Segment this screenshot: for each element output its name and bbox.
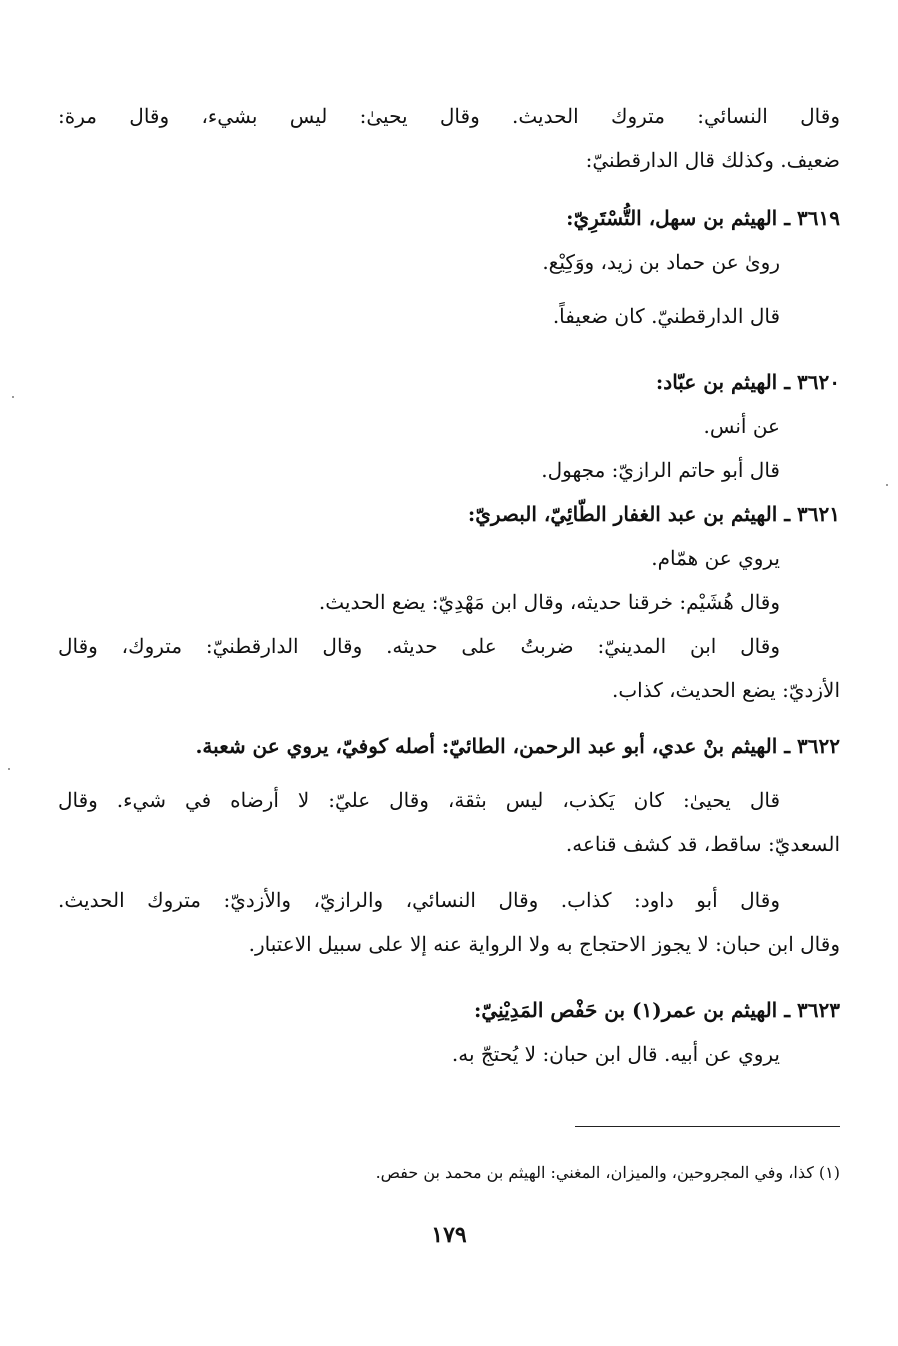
entry-heading: ٣٦٢١ ـ الهيثم بن عبد الغفار الطّائِيّ، البصريّ: <box>467 502 840 526</box>
scan-speck <box>886 484 888 486</box>
text-line: قال الدارقطنيّ. كان ضعيفاً. <box>552 304 780 328</box>
text-line: وقال ابن حبان: لا يجوز الاحتجاج به ولا الرواية عنه إلا على سبيل الاعتبار. <box>248 932 840 956</box>
scan-speck <box>12 396 14 398</box>
text-line: قال أبو حاتم الرازيّ: مجهول. <box>541 458 780 482</box>
footnote-separator <box>575 1126 840 1127</box>
scan-speck <box>8 768 10 770</box>
text-line: ضعيف. وكذلك قال الدارقطنيّ: <box>585 148 840 172</box>
text-line: وقال أبو داود: كذاب. وقال النسائي، والرازيّ، والأزديّ: متروك الحديث. <box>58 888 780 912</box>
entry-3619 <box>58 196 840 338</box>
text-line: يروي عن همّام. <box>651 546 780 570</box>
main-text <box>58 94 840 182</box>
text-line: وقال ابن المدينيّ: ضربتُ على حديثه. وقال الدارقطنيّ: متروك، وقال <box>58 634 780 658</box>
entry-heading: ٣٦٢٣ ـ الهيثم بن عمر(١) بن حَفْص المَدِيْنِيّ: <box>474 998 840 1022</box>
text-line: وقال هُشَيْم: خرقنا حديثه، وقال ابن مَهْدِيّ: يضع الحديث. <box>318 590 780 614</box>
entry-heading: ٣٦٢٢ ـ الهيثم بنْ عدي، أبو عبد الرحمن، الطائيّ: أصله كوفيّ، يروي عن شعبة. <box>195 734 840 758</box>
entry-3621 <box>58 492 840 712</box>
page-number: ١٧٩ <box>431 1222 467 1248</box>
entry-3622 <box>58 724 840 966</box>
text-line: قال يحيىٰ: كان يَكذب، ليس بثقة، وقال عليّ: لا أرضاه في شيء. وقال <box>58 788 780 812</box>
entry-3623 <box>58 988 840 1076</box>
text-line: يروي عن أبيه. قال ابن حبان: لا يُحتجّ به. <box>451 1042 780 1066</box>
text-line: رویٰ عن حماد بن زید، ووَكِيْع. <box>542 250 780 274</box>
entry-3620 <box>58 360 840 492</box>
text-line: الأزديّ: يضع الحديث، كذاب. <box>611 678 840 702</box>
text-line: السعديّ: ساقط، قد كشف قناعه. <box>565 832 840 856</box>
entry-heading: ٣٦١٩ ـ الهيثم بن سهل، التُّسْتَرِيّ: <box>566 206 840 230</box>
text-line: عن أنس. <box>703 414 780 438</box>
footnote: (١) كذا، وفي المجروحين، والميزان، المغني: الهيثم بن محمد بن حفص. <box>375 1163 840 1182</box>
entry-heading: ٣٦٢٠ ـ الهيثم بن عبّاد: <box>655 370 840 394</box>
text-line: وقال النسائي: متروك الحديث. وقال يحيىٰ: ليس بشيء، وقال مرة: <box>58 104 840 128</box>
